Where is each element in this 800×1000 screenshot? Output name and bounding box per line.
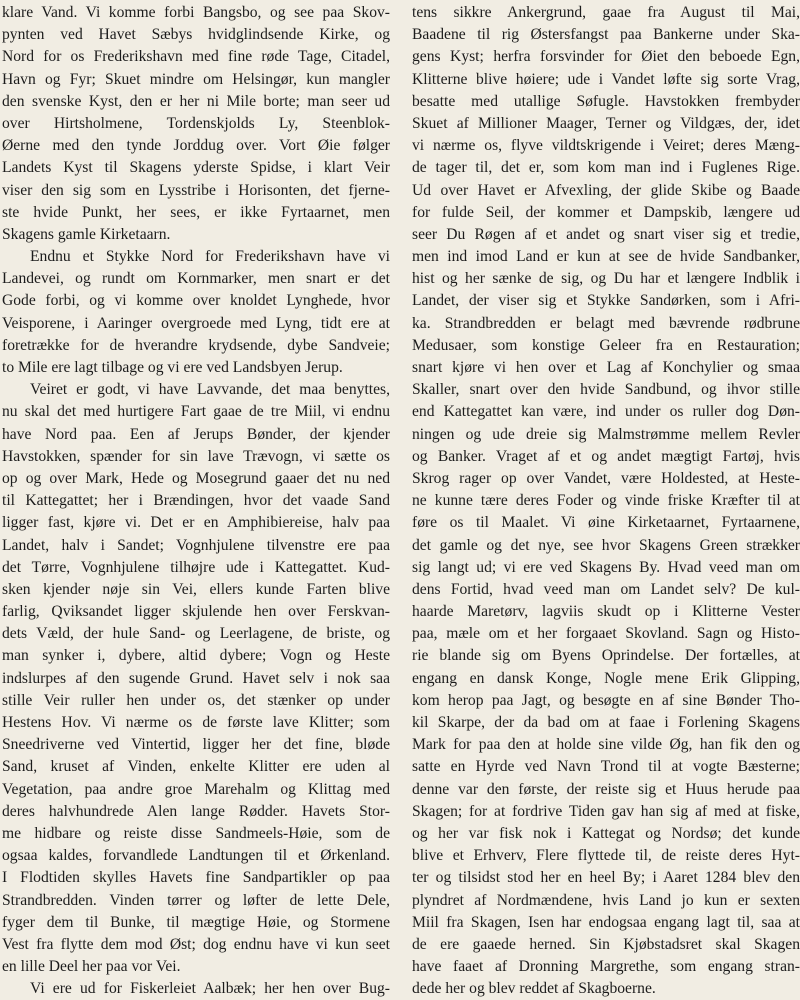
text-line: man synker i, dybere, altid dybere; Vogn og Heste <box>2 647 390 665</box>
text-line: deres halvhundrede Alen lange Rødder. Havets Stor- <box>2 802 390 820</box>
text-line: Nord for os Frederikshavn med fine røde Tage, Citadel, <box>2 48 390 66</box>
text-line: og her var fisk nok i Kattegat og Nordsø; det kunde <box>412 824 800 842</box>
text-line: Veiret er godt, vi have Lavvande, det maa benyttes, <box>30 381 390 399</box>
text-line: end Kattegattet kan være, ind under os ruller dog Døn- <box>412 403 800 421</box>
text-line: gens Kyst; herfra forsvinder for Øiet den beboede Egn, <box>412 48 800 66</box>
text-line: Øerne med den tynde Jorddug over. Vort Øie følger <box>2 137 390 155</box>
text-line: satte en Hyrde ved Navn Trond til at vogte Bæsterne; <box>412 758 800 776</box>
text-line: Vegetation, paa andre groe Marehalm og Klittag med <box>2 780 390 798</box>
text-line: ligger fast, kjøre vi. Det er en Amphibiereise, halv paa <box>2 514 390 532</box>
text-line: klare Vand. Vi komme forbi Bangsbo, og see paa Skov- <box>2 4 390 21</box>
text-line: ningen og ude dreie sig Malmstrømme mellem Revler <box>412 425 800 443</box>
text-line: tens sikkre Ankergrund, gaae fra August til Mai, <box>412 4 800 21</box>
text-line: me hidbare og reiste disse Sandmeels-Høie, som de <box>2 824 390 842</box>
text-line: dede her og blev reddet af Skagboerne. <box>412 980 656 998</box>
text-line: snart kjøre vi hen over et Lag af Konchylier og smaa <box>412 359 800 376</box>
text-line: over Hirtsholmene, Tordenskjolds Ly, Steenblok- <box>2 114 390 132</box>
text-line: Miil fra Skagen, Isen har endogsaa engang lagt til, saa at <box>412 913 800 931</box>
text-line: Sand, kruset af Vinden, enkelte Klitter ere uden al <box>2 758 390 776</box>
text-line: de ere gaaede herned. Sin Kjøbstadsret skal Skagen <box>412 935 800 953</box>
text-line: Vi ere ud for Fiskerleiet Aalbæk; her hen over Bug- <box>30 980 390 998</box>
text-line: Endnu et Stykke Nord for Frederikshavn have vi <box>30 248 390 266</box>
text-line: og Banker. Vraget af et og andet mægtigt Fartøj, hvis <box>412 447 800 465</box>
text-line: Veisporene, i Aaringer overgroede med Lyng, tidt ere at <box>2 314 390 332</box>
text-column-left <box>2 2 390 1000</box>
text-line: Skaller, snart over den hvide Sandbund, og ihvor stille <box>412 381 800 399</box>
text-line: Vest fra flytte dem mod Øst; dog endnu have vi kun seet <box>2 935 390 953</box>
text-line: en lille Deel her paa vor Vei. <box>2 958 181 976</box>
text-line: rie blande sig om Byens Oprindelse. Der fortælles, at <box>412 647 800 665</box>
text-line: besatte med utallige Søfugle. Havstokken frembyder <box>412 92 800 110</box>
text-line: I Flodtiden skylles Havets fine Sandpartikler op paa <box>2 869 390 887</box>
text-line: Skagen; for at fordrive Tiden gav han sig af med at fiske, <box>412 802 800 820</box>
text-line: plyndret af Nordmændene, hvis Land jo kun er sexten <box>412 891 800 909</box>
text-line: viser den sig som en Lysstribe i Horisonten, det fjerne- <box>2 181 390 199</box>
text-line: paa, mæle om et her forgaaet Skovland. Sagn og Histo- <box>412 625 800 643</box>
text-line: føre os til Maalet. Vi øine Kirketaarnet, Fyrtaarnene, <box>412 514 800 532</box>
text-line: til Kattegattet; her i Brændingen, hvor det vaade Sand <box>2 492 390 510</box>
text-line: Skuet af Millioner Maager, Terner og Vildgæs, der, idet <box>412 114 800 132</box>
text-line: det gamle og det nye, see hvor Skagens Green strækker <box>412 536 800 554</box>
text-line: Gode forbi, og vi komme over knoldet Lynghede, hvor <box>2 292 390 310</box>
text-line: Havstokken, spænder for sin lave Trævogn, vi sætte os <box>2 447 390 465</box>
text-line: Hestens Hov. Vi nærme os de første lave Klitter; som <box>2 714 390 731</box>
text-line: engang en dansk Konge, Nogle mene Erik Glipping, <box>412 669 800 687</box>
text-line: have faaet af Dronning Margrethe, som engang stran- <box>412 958 800 976</box>
text-line: ne kunne tære deres Foder og vinde friske Kræfter til at <box>412 492 800 510</box>
text-line: ka. Strandbredden er belagt med bævrende rødbrune <box>412 314 800 332</box>
text-line: vi nærme os, flyve vildtskrigende i Veiret; deres Mæng- <box>412 137 800 155</box>
text-line: Landets Kyst til Skagens yderste Spidse, i klart Veir <box>2 159 390 177</box>
text-line: farlig, Qviksandet ligger skjulende hen over Ferskvan- <box>2 603 390 621</box>
text-line: sken kjender nøje sin Vei, ellers kunde Farten blive <box>2 580 390 598</box>
text-line: op og over Mark, Hede og Mosegrund gaaer det nu ned <box>2 469 390 487</box>
text-line: Skrog rager op over Vandet, være Holdested, at Heste- <box>412 469 800 487</box>
text-line: Klitterne blive høiere; ude i Vandet løfte sig sorte Vrag, <box>412 70 800 88</box>
text-line: Mark for paa den at holde sine vilde Øg, han fik den og <box>412 736 800 754</box>
text-line: have Nord paa. Een af Jerups Bønder, der kjender <box>2 425 390 443</box>
text-line: fyger dem til Bunke, til mægtige Høie, og Stormene <box>2 913 390 931</box>
text-line: Landet, der viser sig et Stykke Sandørken, som i Afri- <box>412 292 800 310</box>
text-line: Strandbredden. Vinden tørrer og løfter de lette Dele, <box>2 891 390 909</box>
text-line: de tager til, det er, som kom man ind i Fuglenes Rige. <box>412 159 800 177</box>
text-line: indslurpes af den sugende Grund. Havet selv i nok saa <box>2 669 390 687</box>
text-line: Medusaer, som konstige Geleer fra en Restauration; <box>412 336 800 354</box>
text-line: nu skal det med hurtigere Fart gaae de tre Miil, vi endnu <box>2 403 390 421</box>
text-line: Skagens gamle Kirketaarn. <box>2 225 171 243</box>
text-line: Havn og Fyr; Skuet mindre om Helsingør, kun mangler <box>2 70 390 88</box>
text-line: kil Skarpe, der da bad om at faae i Forlening Skagens <box>412 714 800 731</box>
text-line: Landevei, og rundt om Kornmarker, men snart er det <box>2 270 390 288</box>
text-line: seer Du Røgen af et andet og snart viser sig et tredie, <box>412 225 800 243</box>
text-line: men ind imod Land er kun at see de hvide Sandbanker, <box>412 248 800 266</box>
text-line: for fulde Seil, der kommer et Dampskib, længere ud <box>412 203 800 221</box>
text-line: pynten ved Havet Sæbys hvidglindsende Kirke, og <box>2 26 390 44</box>
text-line: sig langt ud; vi ere ved Skagens By. Hvad veed man om <box>412 558 800 576</box>
text-line: to Mile ere lagt tilbage og vi ere ved Landsbyen Jerup. <box>2 359 343 376</box>
text-line: Landet, halv i Sandet; Vognhjulene tilvenstre ere paa <box>2 536 390 554</box>
text-line: ter og tilsidst stod her en heel By; i Aaret 1284 blev den <box>412 869 800 887</box>
text-line: hist og her sænke de sig, og Du har et længere Indblik i <box>412 270 800 288</box>
text-line: blive et Erhverv, Flere flyttede til, de reiste deres Hyt- <box>412 847 800 865</box>
text-line: denne var den første, der reiste sig et Huus herude paa <box>412 780 800 798</box>
text-line: kom herop paa Jagt, og besøgte en af sine Bønder Tho- <box>412 691 800 709</box>
text-line: dens Fortid, hvad veed man om Landet selv? De kul- <box>412 580 800 598</box>
text-column-right <box>412 2 800 1000</box>
text-line: haarde Maretørv, lagviis skudt op i Klitterne Vester <box>412 603 800 621</box>
text-line: foretrække for de hverandre krydsende, dybe Sandveie; <box>2 336 390 354</box>
text-line: stille Veir ruller hen under os, det stænker op under <box>2 691 390 709</box>
text-line: Baadene til rig Østersfangst paa Bankerne under Ska- <box>412 26 800 44</box>
text-line: ogsaa kaldes, forvandlede Landtungen til et Ørkenland. <box>2 847 390 865</box>
text-line: det Tørre, Vognhjulene tilhøjre ude i Kattegattet. Kud- <box>2 558 390 576</box>
text-line: den svenske Kyst, den er her ni Mile borte; man seer ud <box>2 92 390 110</box>
text-line: Ud over Havet er Afvexling, der glide Skibe og Baade <box>412 181 800 199</box>
text-line: Sneedriverne ved Vintertid, ligger her det fine, bløde <box>2 736 390 754</box>
text-line: ste hvide Punkt, her sees, er ikke Fyrtaarnet, men <box>2 203 390 221</box>
text-line: dets Væld, der hule Sand- og Leerlagene, de briste, og <box>2 625 390 643</box>
